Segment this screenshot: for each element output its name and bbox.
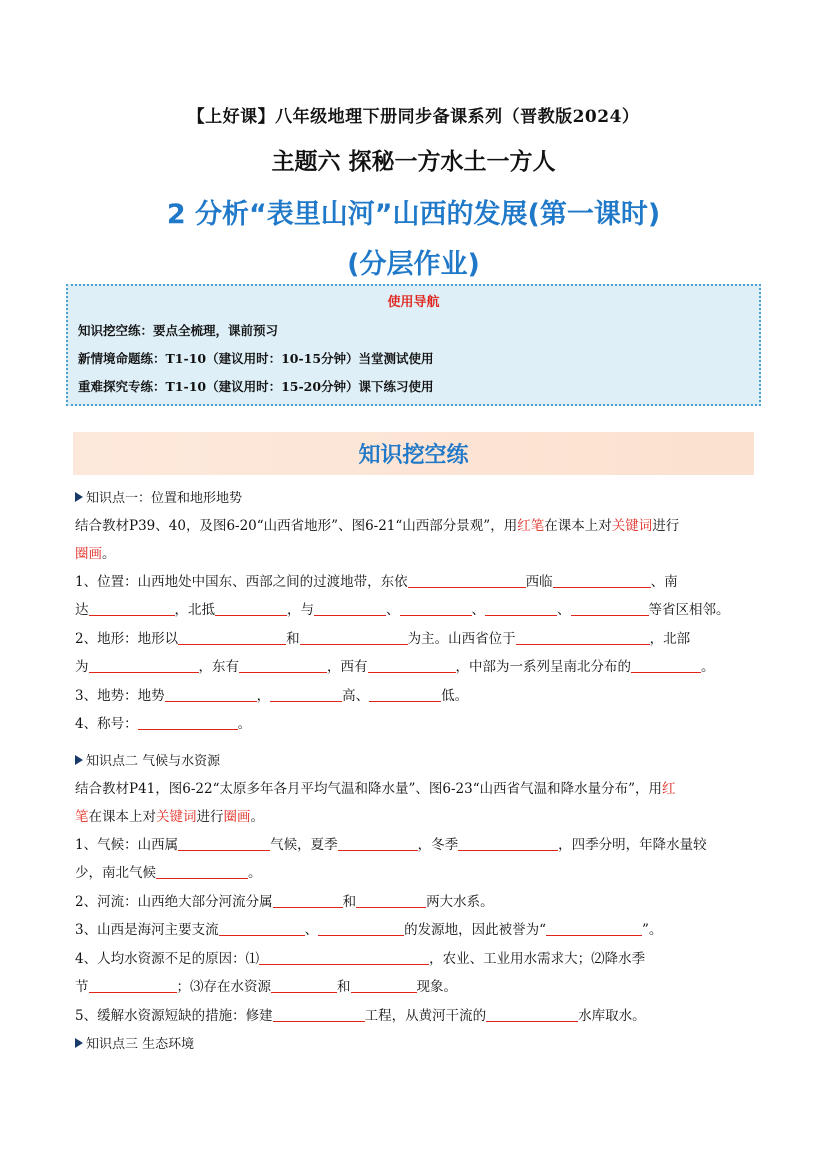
kp2-q4-cont	[75, 975, 457, 995]
blank[interactable]	[219, 921, 305, 936]
kp2-q1	[75, 833, 707, 853]
blank[interactable]	[259, 950, 429, 965]
kp1-intro-cont	[75, 542, 116, 562]
blank[interactable]	[400, 601, 472, 616]
text: 水库取水。	[578, 1008, 646, 1024]
red-text: 圈画	[75, 546, 102, 562]
text: 西临	[525, 574, 553, 590]
text: 高、	[342, 688, 370, 704]
text: 结合教材P39、40，及图6-20“山西省地形”、图6-21“山西部分景观”，用	[75, 518, 518, 534]
blank[interactable]	[458, 836, 558, 851]
blank[interactable]	[156, 864, 248, 879]
text: 3、地势：地势	[75, 688, 165, 704]
kp2-q1-cont	[75, 861, 262, 881]
lesson-subtitle: (分层作业)	[347, 249, 480, 280]
text: 进行	[196, 809, 224, 825]
kp2-heading	[75, 750, 220, 769]
text: 。	[248, 865, 262, 881]
blank[interactable]	[631, 658, 701, 673]
blank[interactable]	[239, 658, 327, 673]
blank[interactable]	[486, 1007, 578, 1022]
text: 节	[75, 979, 89, 995]
blank[interactable]	[546, 921, 642, 936]
text: 低。	[441, 688, 469, 704]
blank[interactable]	[178, 630, 286, 645]
text: ，北抵	[174, 602, 215, 618]
usage-guide-box	[66, 284, 761, 406]
text: 、	[557, 602, 571, 618]
blank[interactable]	[89, 978, 177, 993]
blank[interactable]	[351, 978, 417, 993]
kp2-heading-text: 知识点二 气候与水资源	[86, 754, 221, 769]
kp1-heading-text: 知识点一：位置和地形地势	[86, 491, 243, 506]
blank[interactable]	[408, 573, 526, 588]
text: 1、位置：山西地处中国东、西部之间的过渡地带，东依	[75, 574, 408, 590]
blank[interactable]	[571, 601, 649, 616]
kp2-q4	[75, 947, 645, 967]
guide-title: 使用导航	[387, 295, 440, 310]
text: ，北部	[649, 631, 691, 647]
text: 等省区相邻。	[648, 602, 730, 618]
text: ，东有	[198, 659, 239, 675]
blank[interactable]	[178, 836, 270, 851]
red-text: 红笔	[517, 518, 545, 534]
blank[interactable]	[215, 601, 287, 616]
text: 4、称号：	[75, 716, 138, 732]
text: ，西有	[327, 659, 368, 675]
kp2-q3	[75, 918, 662, 938]
text: 为主。山西省位于	[407, 631, 516, 647]
kp1-q1-cont	[75, 598, 730, 618]
text: 结合教材P41，图6-22“太原多年各月平均气温和降水量”、图6-23“山西省气温和降水量分布”，用	[75, 781, 663, 797]
blank[interactable]	[516, 630, 650, 645]
text: 进行	[652, 518, 680, 534]
kp2-q5	[75, 1004, 646, 1024]
blank[interactable]	[138, 715, 238, 730]
text: 少，南北气候	[75, 865, 156, 881]
text: 、	[386, 602, 400, 618]
kp2-intro	[75, 777, 676, 797]
text: 和	[286, 631, 300, 647]
text: ，	[256, 688, 271, 704]
blank[interactable]	[368, 658, 456, 673]
kp2-q2	[75, 890, 494, 910]
red-text: 圈画	[223, 809, 251, 825]
blank[interactable]	[485, 601, 557, 616]
blank[interactable]	[369, 687, 441, 702]
text: ”。	[642, 922, 663, 938]
blank[interactable]	[356, 893, 426, 908]
kp1-q1	[75, 570, 678, 590]
text: 的发源地，因此被誉为“	[404, 922, 546, 938]
text: 为	[75, 659, 89, 675]
text: 5、缓解水资源短缺的措施：修建	[75, 1008, 273, 1024]
text: 工程，从黄河干流的	[364, 1008, 487, 1024]
blank[interactable]	[273, 1007, 365, 1022]
guide-line: 新情境命题练：T1-10（建议用时：10-15分钟）当堂测试使用	[78, 351, 434, 366]
text: ，与	[287, 602, 314, 618]
text: ，中部为一系列呈南北分布的	[455, 659, 631, 675]
text: 1、气候：山西属	[75, 837, 179, 853]
section-banner-title: 知识挖空练	[358, 443, 469, 468]
blank[interactable]	[553, 573, 651, 588]
text: 。	[701, 659, 715, 675]
triangle-bullet-icon	[75, 492, 83, 502]
kp2-intro-cont	[75, 805, 264, 825]
text: 。	[102, 546, 116, 562]
text: ，农业、工业用水需求大；⑵降水季	[429, 951, 646, 967]
text: 。	[250, 809, 264, 825]
triangle-bullet-icon	[75, 755, 83, 765]
red-text: 关键词	[611, 518, 653, 534]
blank[interactable]	[273, 893, 343, 908]
text: ，四季分明，年降水量较	[558, 837, 707, 853]
text: 现象。	[416, 979, 457, 995]
blank[interactable]	[89, 658, 199, 673]
red-text: 红	[662, 781, 676, 797]
text: 4、人均水资源不足的原因：⑴	[75, 951, 260, 967]
text: 2、河流：山西绝大部分河流分属	[75, 894, 273, 910]
blank[interactable]	[318, 921, 404, 936]
text: 和	[342, 894, 357, 910]
blank[interactable]	[271, 978, 337, 993]
lesson-title: 2 分析“表里山河”山西的发展(第一课时)	[166, 199, 661, 230]
text: 、	[471, 602, 485, 618]
red-text: 关键词	[156, 809, 197, 825]
blank[interactable]	[300, 630, 408, 645]
blank[interactable]	[165, 687, 257, 702]
kp1-q3	[75, 684, 468, 704]
triangle-bullet-icon	[75, 1038, 83, 1048]
kp1-heading	[75, 487, 242, 506]
text: 在课本上对	[544, 518, 612, 534]
blank[interactable]	[314, 601, 386, 616]
section-banner	[73, 432, 754, 475]
kp1-q4	[75, 712, 251, 732]
kp3-heading-text: 知识点三 生态环境	[86, 1037, 195, 1052]
guide-line: 知识挖空练：要点全梳理，课前预习	[78, 323, 279, 338]
kp3-heading	[75, 1033, 194, 1052]
text: ；⑶存在水资源	[176, 979, 271, 995]
text: 。	[237, 716, 252, 732]
series-header: 【上好课】八年级地理下册同步备课系列（晋教版2024）	[187, 107, 640, 127]
kp1-intro	[75, 514, 679, 534]
text: 和	[337, 979, 351, 995]
text: 气候，夏季	[270, 837, 338, 853]
blank[interactable]	[338, 836, 418, 851]
red-text: 笔	[75, 809, 89, 825]
text: ，冬季	[417, 837, 459, 853]
text: 3、山西是海河主要支流	[75, 922, 219, 938]
kp1-q2	[75, 627, 690, 647]
theme-title: 主题六 探秘一方水土一方人	[271, 148, 556, 175]
text: 、	[304, 922, 319, 938]
text: 、南	[650, 574, 678, 590]
kp1-q2-cont	[75, 655, 715, 675]
blank[interactable]	[270, 687, 342, 702]
text: 两大水系。	[426, 894, 494, 910]
text: 在课本上对	[88, 809, 156, 825]
text: 达	[75, 602, 89, 618]
text: 2、地形：地形以	[75, 631, 179, 647]
blank[interactable]	[89, 601, 175, 616]
guide-line: 重难探究专练：T1-10（建议用时：15-20分钟）课下练习使用	[78, 379, 434, 394]
